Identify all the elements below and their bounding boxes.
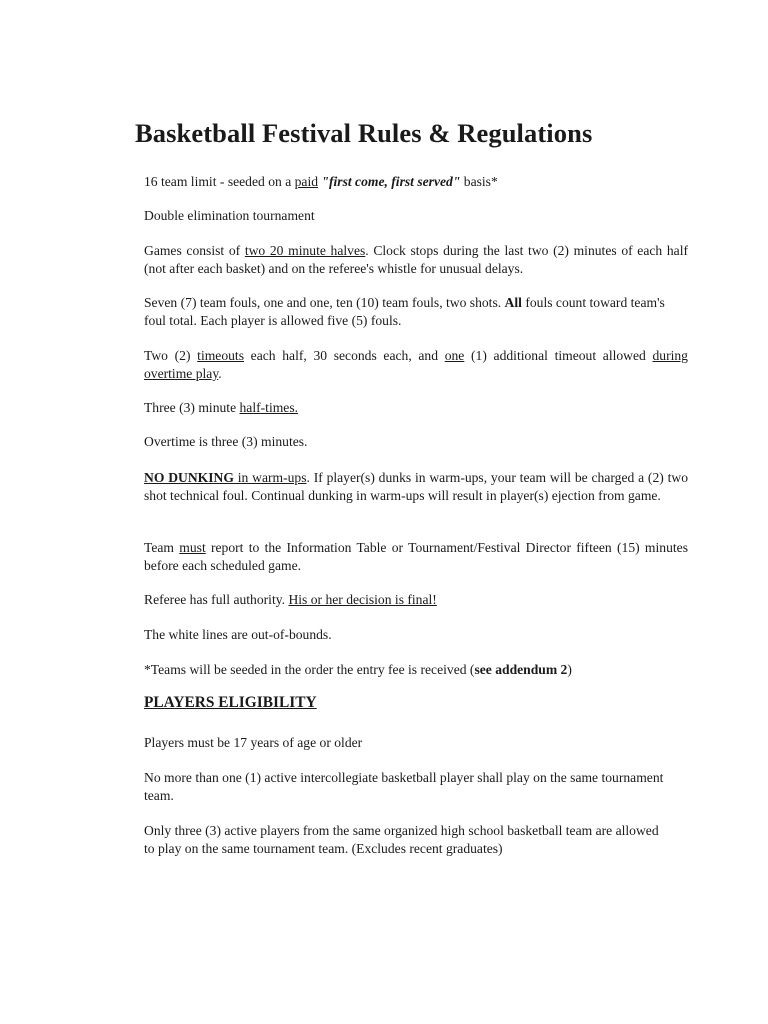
rule-text: fouls count toward team's foul total. Each player is allowed five (5) fouls. [144, 295, 665, 328]
underlined-text: during overtime play [144, 348, 688, 381]
rule-text: . Clock stops during the last two (2) minutes of each half (not after each basket) and on the referee's whistle for unusual delays. [144, 243, 688, 276]
bold-text: see addendum 2 [474, 662, 568, 677]
rule-text: (1) additional timeout allowed [464, 348, 653, 363]
rule-text: Referee has full authority. [144, 592, 289, 607]
eligibility-collegiate-limit: No more than one (1) active intercollegiate basketball player shall play on the same tournament team. [144, 770, 664, 803]
underlined-text: timeouts [197, 348, 244, 363]
eligibility-age: Players must be 17 years of age or older [144, 735, 363, 750]
rule-double-elimination: Double elimination tournament [144, 208, 315, 223]
rule-referee-authority [144, 591, 688, 609]
rule-team-limit [144, 173, 688, 191]
rule-text: each half, 30 seconds each, and [244, 348, 445, 363]
rule-no-dunking [144, 469, 688, 505]
rule-text: 16 team limit - seeded on a [144, 174, 295, 189]
rule-out-of-bounds: The white lines are out-of-bounds. [144, 627, 332, 642]
rule-text: Team [144, 540, 180, 555]
rule-text: . [218, 366, 222, 381]
rule-report-time [144, 539, 688, 575]
rule-timeouts [144, 347, 688, 383]
rule-text: Seven (7) team fouls, one and one, ten (10) team fouls, two shots. [144, 295, 505, 310]
rule-text: Two (2) [144, 348, 198, 363]
bold-underlined-text: NO DUNKING [144, 470, 234, 485]
underlined-text: two 20 minute halves [244, 243, 366, 258]
emphasized-text: "first come, first served" [321, 174, 461, 189]
underlined-text: must [179, 540, 206, 555]
rule-half-times [144, 399, 688, 417]
rule-text: Games consist of [144, 243, 245, 258]
document-title: Basketball Festival Rules & Regulations [135, 118, 593, 148]
rule-text: Three (3) minute [144, 400, 240, 415]
rule-text: basis* [460, 174, 498, 189]
rule-team-fouls [144, 294, 688, 330]
rule-text: *Teams will be seeded in the order the entry fee is received ( [144, 662, 475, 677]
underlined-text: in warm-ups [233, 470, 307, 485]
underlined-text: His or her decision is final! [288, 592, 437, 607]
rule-text: report to the Information Table or Tournament/Festival Director fifteen (15) minutes before each scheduled game. [144, 540, 688, 573]
rule-text: . If player(s) dunks in warm-ups, your team will be charged a (2) two shot technical foul. Continual dunking in warm-ups will result in player(s) ejection from game. [144, 470, 688, 503]
underlined-text: one [444, 348, 465, 363]
rule-seeding-note [144, 661, 688, 679]
rule-game-length [144, 242, 688, 278]
underlined-text: paid [294, 174, 319, 189]
underlined-text: half-times. [239, 400, 299, 415]
bold-text: All [504, 295, 522, 310]
rule-text: ) [567, 662, 572, 677]
players-eligibility-heading: PLAYERS ELIGIBILITY [144, 694, 317, 711]
rule-overtime: Overtime is three (3) minutes. [144, 434, 308, 449]
eligibility-high-school-limit: Only three (3) active players from the same organized high school basketball team are allowed to play on the same tournament team. (Excludes recent graduates) [144, 823, 659, 856]
